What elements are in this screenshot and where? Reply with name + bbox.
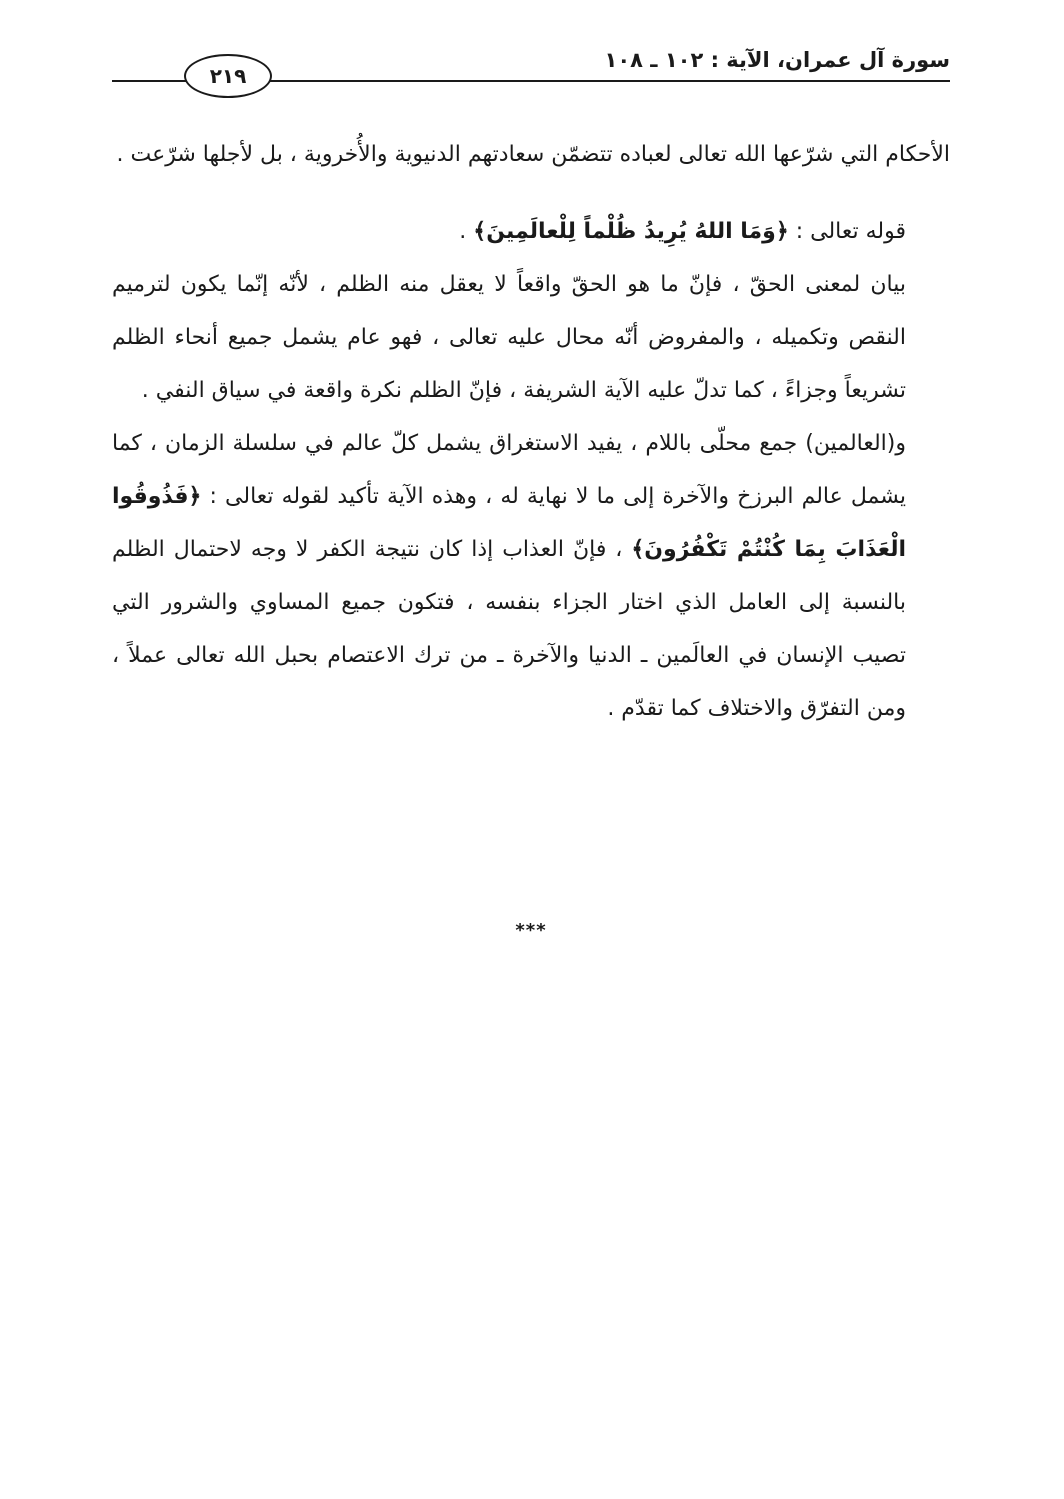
paragraph-4	[112, 417, 950, 735]
page-header	[112, 42, 950, 88]
paragraph-2	[112, 205, 950, 258]
paragraph-4-part-1: و(العالمين) جمع محلّى باللام ، يفيد الاستغراق يشمل كلّ عالم في سلسلة الزمان ، كما يشمل عالم البرزخ والآخرة إلى ما لا نهاية له ، وهذه الآية تأكيد لقوله تعالى :	[112, 431, 906, 509]
quran-verse: ﴿وَمَا اللهُ يُرِيدُ ظُلْماً لِلْعالَمِينَ﴾	[473, 219, 789, 244]
paragraph-2-end: .	[459, 219, 474, 244]
paragraph-4-part-2: ، فإنّ العذاب إذا كان نتيجة الكفر لا وجه لاحتمال الظلم بالنسبة إلى العامل الذي اختار الجزاء بنفسه ، فتكون جميع المساوي والشرور التي تصيب الإنسان في العالَمين ـ الدنيا والآخرة ـ من ترك الاعتصام بحبل الله تعالى عملاً ، ومن التفرّق والاختلاف كما تقدّم .	[112, 537, 906, 721]
paragraph-1: الأحكام التي شرّعها الله تعالى لعباده تتضمّن سعادتهم الدنيوية والأُخروية ، بل لأجلها شرّعت .	[116, 142, 950, 167]
section-separator: ***	[515, 920, 547, 941]
paragraph-3: بيان لمعنى الحقّ ، فإنّ ما هو الحقّ واقعاً لا يعقل منه الظلم ، لأنّه إنّما يكون لترميم النقص وتكميله ، والمفروض أنّه محال عليه تعالى ، فهو عام يشمل جميع أنحاء الظلم تشريعاً وجزاءً ، كما تدلّ عليه الآية الشريفة ، فإنّ الظلم نكرة واقعة في سياق النفي .	[112, 272, 906, 403]
quran-verse: ﴿فَذُوقُوا الْعَذَابَ بِمَا كُنْتُمْ تَكْفُرُونَ﴾	[112, 484, 907, 562]
page-number-badge: ٢١٩	[184, 54, 272, 98]
paragraph-gap	[112, 181, 950, 205]
page-body	[112, 128, 950, 735]
paragraph-2-intro: قوله تعالى :	[788, 219, 906, 244]
running-title: سورة آل عمران، الآية : ١٠٢ ـ ١٠٨	[604, 48, 950, 72]
